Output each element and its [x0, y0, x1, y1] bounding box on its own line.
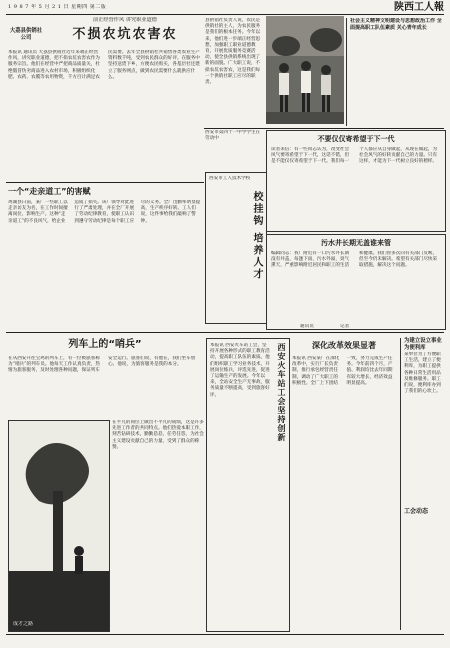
bottom-right-article-headline: 深化改革效果显著 — [312, 341, 376, 350]
far-right-article — [400, 338, 444, 630]
woodcut-svg — [9, 421, 109, 631]
sidebar-headline: 校挂钩 培养人才 — [251, 191, 262, 281]
workers-photo — [266, 16, 344, 124]
corruption-article-headline: 一个“走亲道工”的害赋 — [8, 187, 91, 196]
rule-3 — [6, 332, 444, 333]
issue-date: 1 9 8 7 年 5 月 2 1 日 星期四 第二版 — [8, 4, 107, 10]
photo-figures — [266, 16, 344, 124]
far-right-article-headline: 为建立设立事业为便利库 — [404, 338, 442, 351]
rule-1 — [6, 182, 204, 183]
sidebar-kicker: 西安市工人技术学校 — [209, 176, 251, 181]
corruption-article-body: 鸡湖县日前，某厂一些职工以走亲访友为名，在工作时间擅离岗位，影响生产。这种“走亲道工”的不良风气，给企业造成了损失。该厂领导对此进行了严肃处理，并在全厂开展了劳动纪律教育，使职工认识到遵守劳动纪律是每个职工应尽的义务。全厂出勤率明显提高，生产秩序好转。工人们说，这件事给我们敲响了警钟。 — [8, 200, 201, 224]
top-article-org: 大荔县供销社公司 — [9, 28, 43, 41]
woodcut-caption: 成才之路 — [13, 621, 34, 627]
generation-article-box — [266, 130, 446, 232]
pollution-article-box — [266, 234, 446, 330]
top-article-body: 本报讯 通讯员 大荔县供销社近年来端正经营作风，讲究职业道德，把不损农坑农害农作为服务宗旨。他们在经营中严把商品质量关，杜绝假冒伪劣商品进入农村市场，积极组织化肥、农药、农膜等农用物资，千方百计满足农民需要。去年全县供销社共销售各类农业生产资料数千吨，受到农民群众的好评。在服务中坚持送货下乡，方便农民购买，各基层社还建立了服务网点，做到农民需要什么就供应什么。 — [8, 50, 200, 80]
right-column-bottom-heading: 工会动态 — [404, 508, 429, 515]
far-right-top-column — [346, 18, 444, 126]
bottom-center-article-body: 本报讯 西安火车站工会，坚持开展各种形式的职工教育活动，提高职工队伍的素质。他们组织职工学习业务技术，开展岗位练兵，评选先进，促进了运输生产的发展。今年以来，全站安全生产无事故，服务质量不断提高，受到旅客好评。 — [210, 343, 270, 398]
rule-2 — [204, 128, 444, 129]
bottom-left-article-body: 在平凡的岗位上做出不平凡的成绩，这是许多先进工作者的共同特点。他们热爱本职工作，刻苦钻研技术，勤勤恳恳，任劳任怨，为社会主义建设贡献自己的力量，受到了群众的称赞。 — [112, 420, 204, 450]
bottom-center-article-box — [206, 338, 290, 632]
pollution-article-headline: 污水井长期无盖谁来管 — [321, 239, 391, 247]
top-article-headline: 不损农坑农害农 — [72, 27, 178, 42]
header-rule — [6, 14, 444, 15]
masthead: 陕西工人報 — [394, 2, 444, 13]
pollution-article-body: 编辑同志：我厂附近有一口污水井长期没有井盖，每逢下雨，污水外溢，臭气熏天，严重影响附近居民和职工的生活和健康。我们曾多次向有关部门反映，但至今仍未解决。希望有关部门尽快采取措施，解决这个问题。 — [271, 251, 438, 269]
woodcut-illustration — [8, 420, 110, 632]
misc-label-2: 记者 — [340, 324, 350, 329]
top-right-column-body: 县供销社负责人说，农民是供销社的主人，为农民服务是我们的根本任务。今年以来，他们进一步端正经营思想，加强职工职业道德教育，开展优质服务竞赛活动，使全县供销系统出现了新的面貌。广大职工说，不损农坑农害农，这是我们每一个供销社职工应尽的职责。 — [205, 18, 261, 86]
generation-article-body: 读者来信：有一些同志认为，改变社会风气要寄希望于下一代，这话不错，但是不能仅仅寄希望于下一代。我们每一个人都应从自身做起，从现在做起，为社会风气的好转贡献自己的力量。只有这样，才能为下一代树立良好的榜样。 — [271, 147, 438, 165]
far-right-top-kicker: 社会主义精神文明建设与思想政治工作 全面提高职工队伍素质 关心青年成长 — [350, 18, 442, 31]
far-right-article-body: 某单位为了方便职工生活，建立了便利库，为职工提供各种日常生活用品及维修服务。职工们说，便利库办到了我们的心坎上。 — [404, 352, 441, 395]
misc-label-1: 通讯员 — [300, 324, 314, 329]
top-article-kicker: 前正经营作风 讲究职业道德 — [93, 17, 157, 23]
bottom-center-article-headline: 西安火车站工会坚持创新 — [277, 343, 286, 442]
train-article-headline: 列车上的“哨兵” — [68, 339, 142, 350]
footer-rule — [6, 634, 444, 635]
train-article-body: 在从西安开往宝鸡的列车上，有一位被旅客称为“哨兵”的列车员。他每天工作认真负责，热情为旅客服务，及时处理各种问题，保证列车安全运行。旅客们说，有他在，我们坐车放心。他说，为旅客服务是我的本分。 — [8, 356, 196, 374]
generation-article-headline: 不要仅仅寄希望于下一代 — [317, 135, 395, 143]
bottom-right-article-body: 本报讯 西安某厂在深化改革中，实行厂长负责制，推行承包经营责任制，调动了广大职工的积极性。全厂上下团结一致，努力完成生产任务。今年前四个月，产值、利润均比去年同期有较大增长，经济效益明显提高。 — [292, 356, 393, 386]
sidebar-box — [205, 172, 267, 324]
photo-caption: 西安市第四十一中学学生在劳动中 — [205, 130, 261, 142]
